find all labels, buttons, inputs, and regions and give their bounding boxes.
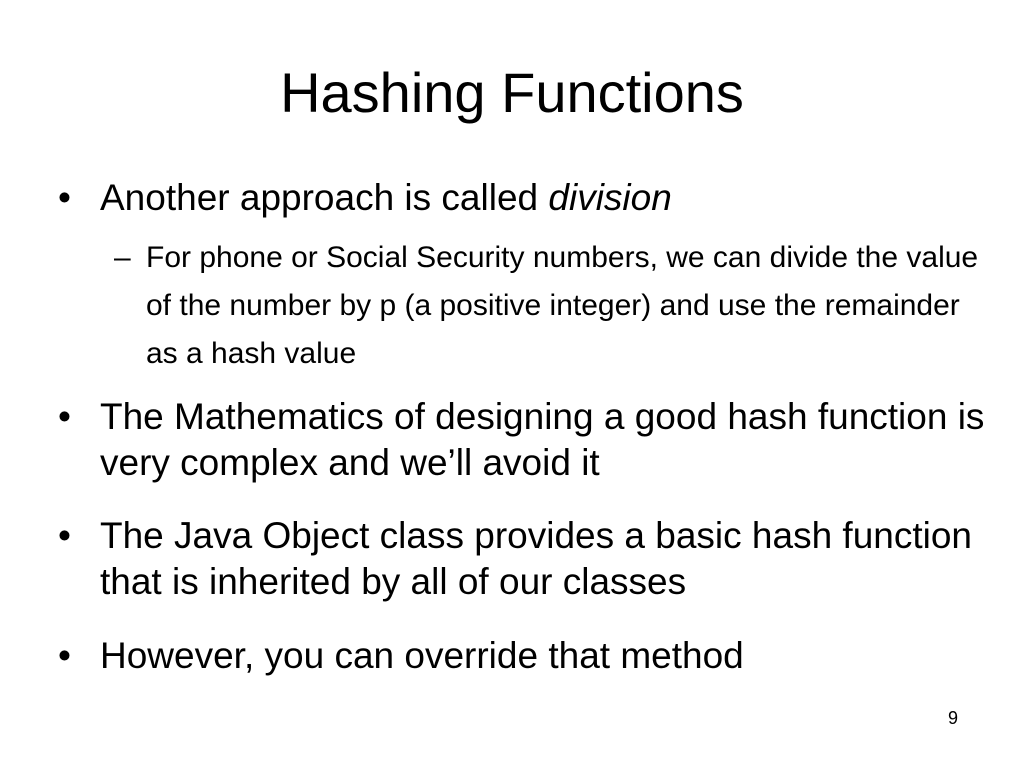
bullet-text: The Mathematics of designing a good hash function is very complex and we’ll avoid it <box>100 396 985 483</box>
bullet-text: Another approach is called <box>100 177 549 218</box>
bullet-marker: • <box>58 396 71 437</box>
emphasis-text: division <box>548 177 672 218</box>
bullet-item <box>58 633 1013 679</box>
bullet-item <box>58 513 1013 605</box>
sub-bullet-marker: – <box>114 241 131 274</box>
bullet-item <box>58 175 1013 221</box>
bullet-marker: • <box>58 515 71 556</box>
bullet-text: However, you can override that method <box>100 635 744 676</box>
bullet-text: The Java Object class provides a basic hash function that is inherited by all of our classes <box>100 515 973 602</box>
bullet-marker: • <box>58 177 71 218</box>
bullet-marker: • <box>58 635 71 676</box>
sub-bullet-item <box>114 234 994 378</box>
sub-bullet-text: For phone or Social Security numbers, we can divide the value of the number by p (a positive integer) and use the remainder as a hash value <box>146 241 979 370</box>
page-number: 9 <box>948 708 959 728</box>
bullet-item <box>58 394 1013 486</box>
slide-title: Hashing Functions <box>280 61 744 124</box>
